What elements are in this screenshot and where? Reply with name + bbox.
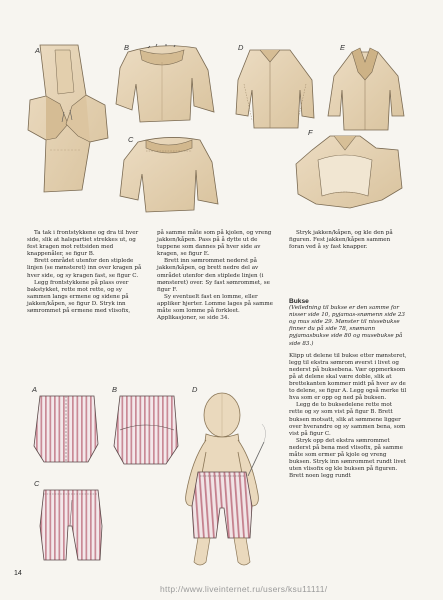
figure-e-jacket-turned <box>328 48 404 130</box>
label-a: A <box>35 46 41 55</box>
label-e-top: E <box>340 43 346 52</box>
paragraph: Legg de to buksedelene rette mot rette og sy som vist på figur B. Brett buksen motsatt, slik at sømmene ligger over hverandre og sy sammen bena, som vist på figur C. <box>289 402 406 437</box>
label-f-top: F <box>308 128 313 137</box>
footer-url[interactable]: http://www.liveinternet.ru/users/ksu11111/ <box>160 584 328 594</box>
text-column-2 <box>157 230 275 322</box>
label-a-bottom: A <box>32 385 38 394</box>
paragraph: Sy eventuelt fast en lomme, eller appliker hjerter. Lomme lages på samme måte som lomme på forkleet. Applikasjoner, se side 34. <box>157 293 273 322</box>
pants-section <box>289 296 407 480</box>
text-column-1 <box>27 230 145 315</box>
figure-c-jacket-collar-sewn <box>120 137 218 212</box>
paragraph: Brett området utenfor den stiplede linjen (se mønsteret) inn over kragen på hver side, og sy kragen fast, se figur C. <box>27 258 142 279</box>
figure-d-jacket-sewn <box>236 50 314 128</box>
figure-b-jacket-flat <box>116 44 214 122</box>
figure-c-pants-finished <box>40 490 102 560</box>
label-d-bottom: D <box>192 385 198 394</box>
paragraph: Klipp ut delene til bukse etter mønsteret, legg til ekstra sømrom øverst i livet og nederst på buksebena. Vær oppmerksom på at delene skal være doble, slik at brettekanten kommer midt på hver av de to delene, se figur A. Legg også merke til hva som er opp og ned på buksen. <box>289 352 407 402</box>
text-column-3 <box>289 230 407 251</box>
paragraph: Ta tak i frontstykkene og dra til hver side, slik at halspartiet strekkes ut, og fest kragen mot rettsiden med knappenåler, se figur B. <box>27 230 139 258</box>
label-c-bottom: C <box>34 479 40 488</box>
page-number: 14 <box>14 570 22 577</box>
label-b-bottom: B <box>112 385 118 394</box>
figure-f-jacket-hem <box>296 136 402 208</box>
label-d-top: D <box>238 43 244 52</box>
paragraph: Stryk opp det ekstra sømrommet nederst på bena med vlisofix, på samme måte som ermer på kjole og vreng buksen. Stryk inn sømrommet rundt livet uten vlisofix og kle buksen på figuren. Brett noen legg rundt <box>289 437 407 480</box>
paragraph: Brett inn sømrommet nederst på jakken/kåpen, og brett nedre del av området utenfor den stiplede linjen (i mønsteret) over. Sy fast sømrommet, se figur F. <box>157 258 270 293</box>
figure-a-collar <box>28 45 108 192</box>
section-note: (Veiledning til bukse er den samme for nisser side 10, pyjamas-snømenn side 23 og mus side 29. Mønster til nissebukse finner du på side 78, snømann pyjamasbukse side 80 og musebukse på side 83.) <box>289 305 405 347</box>
paragraph: Stryk jakken/kåpen, og kle den på figuren. Fest jakken/kåpen sammen foran ved å sy fast knapper. <box>289 230 393 251</box>
figure-a-pants-piece <box>34 396 98 462</box>
paragraph: på samme måte som på kjolen, og vreng jakken/kåpen. Pass på å dytte ut de tuppene som dannes på hver side av kragen, se figur E. <box>157 230 272 258</box>
section-heading: Bukse <box>289 298 309 305</box>
figure-d-doll-in-pants <box>186 393 266 565</box>
label-c-top: C <box>128 135 134 144</box>
figure-b-pants-sewn <box>114 396 178 464</box>
paragraph: Legg frontstykkene på plass over bakstykket, rette mot rette, og sy sammen langs ermene og sidene på jakken/kåpen, se figur D. Stryk inn sømrommet på ermene med vlisofix, <box>27 279 131 315</box>
label-b-top: B <box>124 43 130 52</box>
